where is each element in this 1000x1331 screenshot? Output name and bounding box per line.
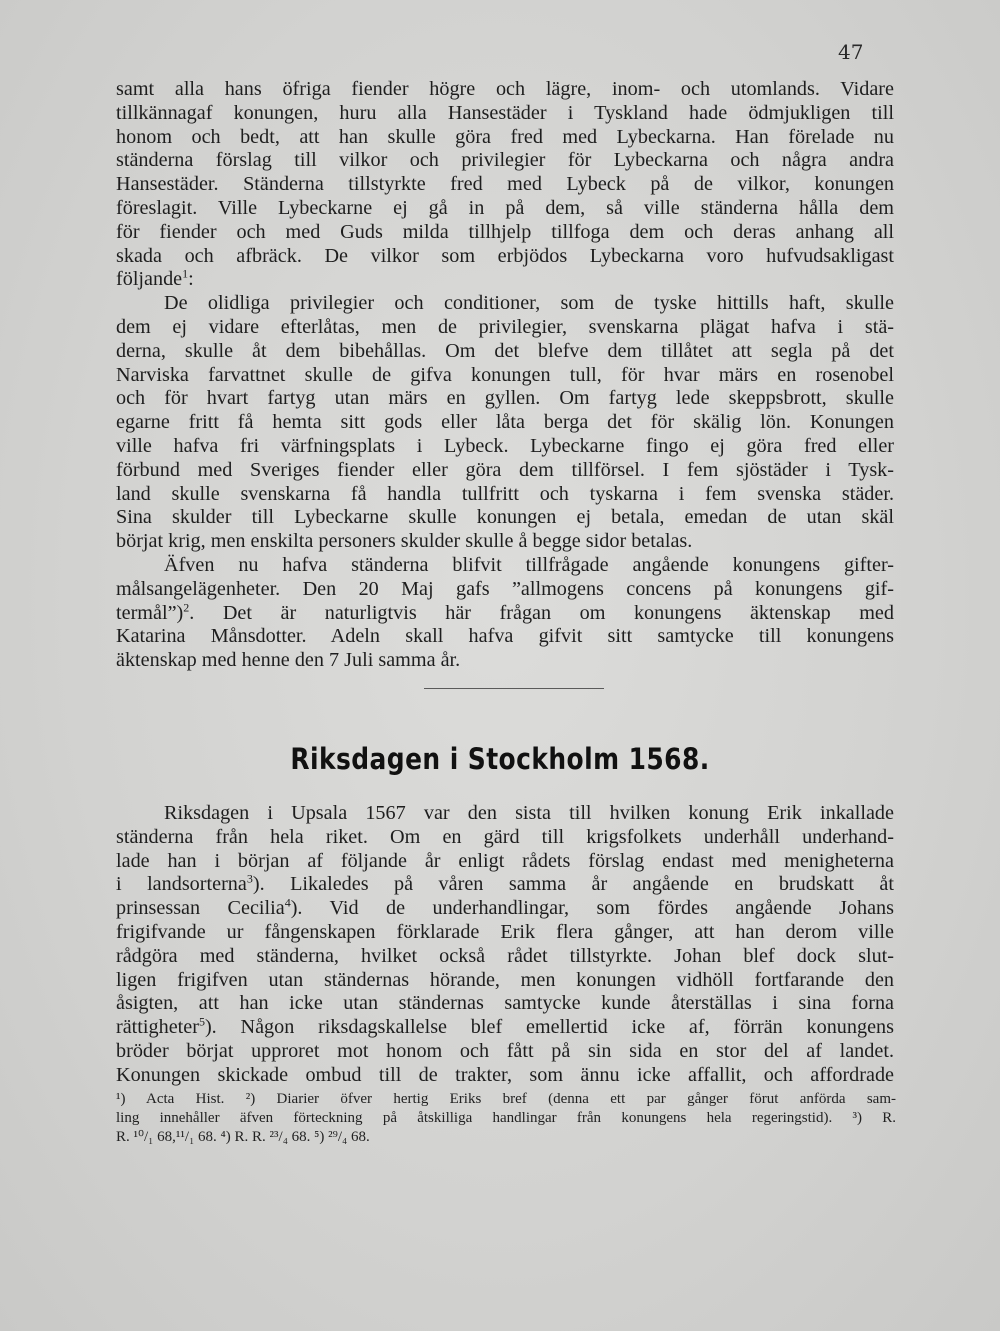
text-line: rådgöra med ständerna, hvilket också rådet tillstyrkte. Johan blef dock slut- [116,944,894,967]
footnote-ref: 3 [246,871,253,886]
footnote-line: ling innehåller äfven förteckning på åtskilliga handlingar från konungens hela regeringstid). ³) R. [116,1110,896,1126]
text-line: ständerna förslag till vilkor och privilegier för Lybeckarna och några andra [116,149,894,172]
text-line: lade han i början af följande år enligt rådets förslag endast med menigheterna [116,849,894,872]
text-line: Äfven nu hafva ständerna blifvit tillfrågade angående konungens gifter- [164,553,894,576]
text-line: äktenskap med henne den 7 Juli samma år. [116,649,461,672]
footnote-ref: 1 [182,266,189,281]
text-line: land skulle svenskarna få handla tullfritt och tyskarna i fem svenska städer. [116,482,894,505]
text-line: Sina skulder till Lybeckarne skulle konungen ej betala, emedan de utan skäl [116,506,894,529]
text-segment: prinsessan Cecilia [116,897,285,920]
text-line: De olidliga privilegier och conditioner, som de tyske hittills haft, skulle [164,292,894,315]
section-divider [424,688,604,689]
text-line: derna, skulle åt dem bibehållas. Om det blefve dem tillåtet att segla på det [116,339,894,362]
text-line: målsangelägenheter. Den 20 Maj gafs ”allmogens concens på konungens gif- [116,577,894,600]
text-line: samt alla hans öfriga fiender högre och lägre, inom- och utomlands. Vidare [116,78,894,100]
text-line: Konungen skickade ombud till de trakter, som ännu icke affallit, och affordrade [116,1063,894,1086]
text-line: Narviska farvattnet skulle de gifva konungen tull, för hvar märs en rosenobel [116,363,894,386]
text-segment: . Det är naturligtvis här frågan om konungens äktenskap med [189,601,894,624]
section-2-text [116,802,894,1088]
text-segment: ). Vid de underhandlingar, som fördes angående Johans [290,897,894,920]
text-line: egarne fritt få hemta sitt gods eller låta berga det för skälig lön. Konungen [116,411,894,434]
text-line: Riksdagen i Upsala 1567 var den sista till hvilken konung Erik inkallade [164,802,894,824]
text-segment: i landsorterna [116,873,247,896]
followup-colon: : [188,268,194,291]
text-segment: rättigheter [116,1016,199,1039]
footnote-ref: 4 [284,895,291,910]
text-line: tillkännagaf konungen, huru alla Hansestäder i Tyskland hade ödmjukligen till [116,101,894,124]
text-line [116,268,894,292]
footnote-line: R. ¹⁰/₁ 68,¹¹/₁ 68. ⁴) R. R. ²³/₄ 68. ⁵) ²⁹/₄ 68. [116,1129,370,1145]
text-line: Hansestäder. Ständerna tillstyrkte fred med Lybeck på de vilkor, konungen [116,173,894,196]
text-line: ständerna från hela riket. Om en gärd till krigsfolkets underhåll underhand- [116,825,894,848]
text-line [116,1016,894,1040]
text-segment: ). Någon riksdagskallelse blef emellertid icke af, förrän konungens [204,1016,894,1039]
footnote-line: ¹) Acta Hist. ²) Diarier öfver hertig Eriks bref (denna ett par gånger förut anförda sam- [116,1091,896,1107]
page-number: 47 [838,40,864,64]
text-line: honom och bedt, att han skulle göra fred med Lybeckarna. Han förelade nu [116,125,894,148]
text-line: Katarina Månsdotter. Adeln skall hafva gifvit sitt samtycke till konungens [116,625,894,648]
text-line: skada och afbräck. De vilkor som erbjödos Lybeckarna voro hufvudsakligast [116,244,894,267]
footnote-ref: 2 [183,599,190,614]
text-segment: ). Likaledes på våren samma år angående en brudskatt åt [252,873,894,896]
text-line: och för hvart fartyg utan märs en gyllen. Om fartyg lede skeppsbrott, skulle [116,387,894,410]
text-segment: termål”) [116,601,184,624]
text-line [116,599,894,626]
text-line: förbund med Sveriges fiender eller göra dem tillförsel. I fem sjöstäder i Tysk- [116,458,894,481]
text-line: börjat krig, men enskilta personers skulder skulle å begge sidor betalas. [116,530,693,553]
text-line: åsigten, att han icke utan ständernas samtycke kunde återställas i sina forna [116,992,894,1015]
text-line: ville hafva fri värfningsplats i Lybeck. Lybeckarne fingo ej göra fred eller [116,434,894,457]
section-heading: Riksdagen i Stockholm 1568. [290,742,710,776]
footnote-ref: 5 [198,1014,205,1029]
footnotes [116,1090,896,1147]
section-1-text [116,78,894,673]
text-line: dem ej vidare efterlåtas, men de privilegier, svenskarna plägat hafva i stä- [116,315,894,338]
text-line: ligen frigifven utan ständernas hörande, men konungen vidhöll fortfarande den [116,968,894,991]
text-line [116,897,894,921]
text-line: för fiender och med Guds milda tillhjelp tillfoga dem och deras anhang all [116,220,894,243]
followup-word: följande [116,268,183,291]
text-line: föreslagit. Ville Lybeckarne ej gå in på dem, så ville ständerna hålla dem [116,196,894,219]
text-line: bröder börjat upproret mot honom och fått på sin sida en stor del af landet. [116,1039,894,1062]
text-line [116,873,894,897]
text-line: frigifvande ur fångenskapen förklarade Erik flera gånger, att han derom ville [116,920,894,943]
